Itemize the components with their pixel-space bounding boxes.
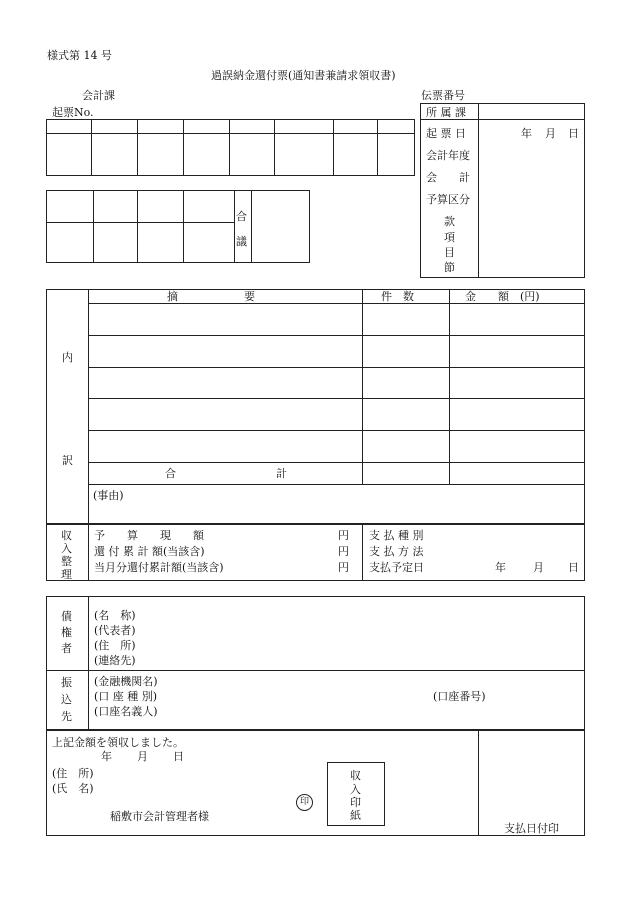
- receipt-day-label: 日: [173, 750, 184, 763]
- pay-year-label: 年: [495, 561, 506, 574]
- slip-number-grid: [46, 119, 415, 176]
- form-title: 過誤納金還付票(通知書兼請求領収書): [211, 69, 396, 82]
- account-number-label: (口座番号): [433, 690, 486, 703]
- amount-header: 金 額 (円): [465, 290, 540, 303]
- affiliation-label: 所 属 課: [426, 106, 466, 119]
- details-side-top: 内: [62, 351, 73, 364]
- kou-label: 項: [444, 231, 455, 244]
- stamp-char-2: 入: [350, 783, 361, 796]
- receipt-statement: 上記金額を領収しました。: [52, 736, 184, 749]
- budget-current-label: 予 算 現 額: [94, 529, 204, 542]
- total-label-left: 合: [165, 467, 176, 480]
- creditor-representative-label: (代表者): [94, 624, 136, 637]
- creditor-side-3: 者: [61, 642, 72, 655]
- pay-method-label: 支 払 方 法: [369, 545, 424, 558]
- total-label-right: 計: [276, 467, 287, 480]
- approval-char-1: 合: [236, 210, 247, 223]
- seal-mark: 印: [296, 794, 313, 811]
- yen-label-2: 円: [338, 545, 349, 558]
- issue-year-label: 年: [521, 127, 532, 140]
- refund-cumulative-label: 還 付 累 計 額(当該含): [94, 545, 205, 558]
- kan-label: 款: [444, 215, 455, 228]
- receipt-address-label: (住 所): [52, 767, 94, 780]
- count-header: 件 数: [381, 290, 414, 303]
- transfer-side-1: 振: [61, 676, 72, 689]
- yen-label-3: 円: [338, 561, 349, 574]
- creditor-contact-label: (連絡先): [94, 654, 136, 667]
- creditor-side-2: 権: [61, 626, 72, 639]
- pay-date-label: 支払予定日: [369, 561, 424, 574]
- creditor-name-label: (名 称): [94, 609, 136, 622]
- moku-label: 目: [444, 246, 455, 259]
- stamp-char-4: 紙: [350, 809, 361, 822]
- fiscal-year-label: 会計年度: [426, 149, 470, 162]
- details-table: [46, 289, 585, 524]
- receipt-name-label: (氏 名): [52, 782, 94, 795]
- form-number: 様式第 14 号: [47, 49, 112, 62]
- addressee-label: 稲敷市会計管理者様: [110, 810, 209, 823]
- account-label: 会 計: [426, 171, 470, 184]
- approval-grid: [46, 190, 310, 263]
- revenue-side-2: 入: [61, 542, 72, 555]
- issue-day-label: 日: [568, 127, 579, 140]
- creditor-side-1: 債: [61, 610, 72, 623]
- pay-month-label: 月: [533, 561, 544, 574]
- account-type-label: (口 座 種 別): [94, 690, 158, 703]
- revenue-side-3: 整: [61, 555, 72, 568]
- revenue-side-1: 収: [61, 529, 72, 542]
- month-refund-label: 当月分還付累計額(当該含): [94, 561, 224, 574]
- stamp-char-3: 印: [350, 796, 361, 809]
- budget-category-label: 予算区分: [426, 193, 470, 206]
- yen-label-1: 円: [338, 529, 349, 542]
- voucher-number-label: 伝票番号: [421, 89, 465, 102]
- pay-day-label: 日: [568, 561, 579, 574]
- setsu-label: 節: [444, 261, 455, 274]
- details-side-bottom: 訳: [62, 454, 73, 467]
- creditor-address-label: (住 所): [94, 639, 136, 652]
- receipt-month-label: 月: [137, 750, 148, 763]
- receipt-year-label: 年: [101, 750, 112, 763]
- slip-number-label: 起票No.: [52, 106, 94, 119]
- reason-label: (事由): [93, 489, 124, 502]
- bank-name-label: (金融機関名): [94, 675, 158, 688]
- account-holder-label: (口座名義人): [94, 705, 158, 718]
- issue-date-label: 起 票 日: [426, 127, 466, 140]
- payment-date-stamp-label: 支払日付印: [504, 822, 559, 835]
- issue-month-label: 月: [545, 127, 556, 140]
- stamp-char-1: 収: [350, 769, 361, 782]
- transfer-side-2: 込: [61, 693, 72, 706]
- approval-char-2: 議: [236, 235, 247, 248]
- pay-type-label: 支 払 種 別: [369, 529, 424, 542]
- summary-header: 摘 要: [167, 290, 255, 303]
- department-label: 会計課: [82, 89, 115, 102]
- transfer-side-3: 先: [61, 710, 72, 723]
- revenue-side-4: 理: [61, 568, 72, 581]
